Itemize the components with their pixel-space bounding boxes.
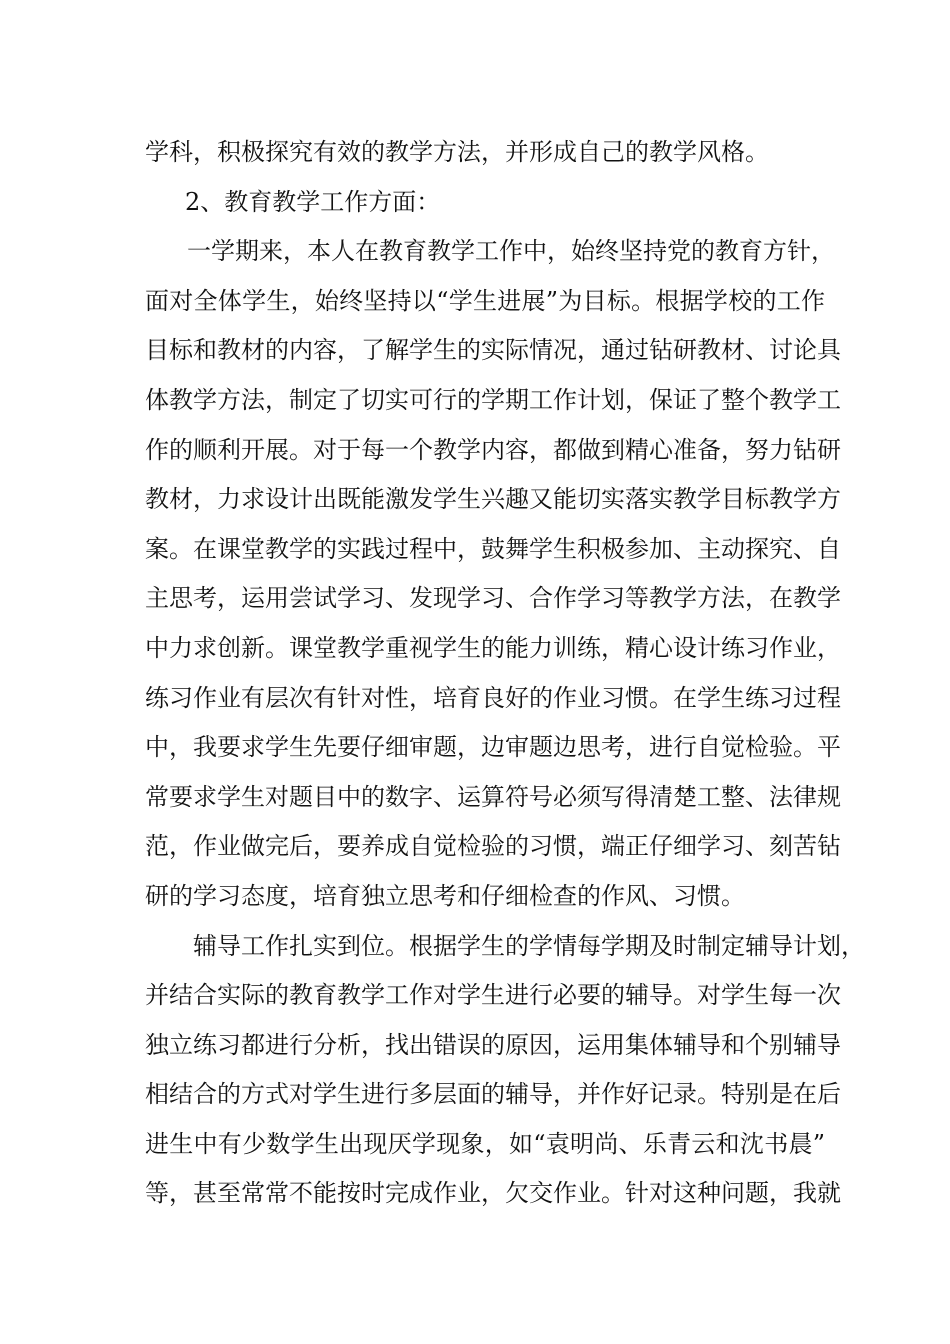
text-line: 练习作业有层次有针对性，培育良好的作业习惯。在学生练习过程 [145,683,841,712]
section-heading: 2、教育教学工作方面： [185,187,441,216]
text-line: 主思考，运用尝试学习、发现学习、合作学习等教学方法，在教学 [145,584,841,613]
text-line: 案。在课堂教学的实践过程中，鼓舞学生积极参加、主动探究、自 [145,534,841,563]
text-line: 目标和教材的内容，了解学生的实际情况，通过钻研教材、讨论具 [145,336,841,365]
body-text [145,128,865,1219]
paragraph-first-line: 辅导工作扎实到位。根据学生的学情每学期及时制定辅导计划， [193,931,865,960]
text-line: 进生中有少数学生出现厌学现象，如“袁明尚、乐青云和沈书晨” [145,1129,825,1158]
text-line: 相结合的方式对学生进行多层面的辅导，并作好记录。特别是在后 [145,1080,841,1109]
text-line: 教材，力求设计出既能激发学生兴趣又能切实落实教学目标教学方 [145,485,841,514]
text-line: 中力求创新。课堂教学重视学生的能力训练，精心设计练习作业， [145,633,841,662]
text-line: 独立练习都进行分析，找出错误的原因，运用集体辅导和个别辅导 [145,1030,841,1059]
text-line: 中，我要求学生先要仔细审题，边审题边思考，进行自觉检验。平 [145,733,841,762]
text-line: 研的学习态度，培育独立思考和仔细检查的作风、习惯。 [145,881,745,910]
text-line: 面对全体学生，始终坚持以“学生进展”为目标。根据学校的工作 [145,286,825,315]
text-line: 并结合实际的教育教学工作对学生进行必要的辅导。对学生每一次 [145,981,841,1010]
paragraph-first-line: 一学期来，本人在教育教学工作中，始终坚持党的教育方针， [187,237,835,266]
text-line: 常要求学生对题目中的数字、运算符号必须写得清楚工整、法律规 [145,782,841,811]
text-line: 学科，积极探究有效的教学方法，并形成自己的教学风格。 [145,138,769,166]
text-line: 范，作业做完后，要养成自觉检验的习惯，端正仔细学习、刻苦钻 [145,832,841,861]
text-line: 作的顺利开展。对于每一个教学内容，都做到精心准备，努力钻研 [145,435,841,464]
text-line: 等，甚至常常不能按时完成作业，欠交作业。针对这种问题，我就 [145,1179,841,1208]
text-line: 体教学方法，制定了切实可行的学期工作计划，保证了整个教学工 [145,385,841,414]
